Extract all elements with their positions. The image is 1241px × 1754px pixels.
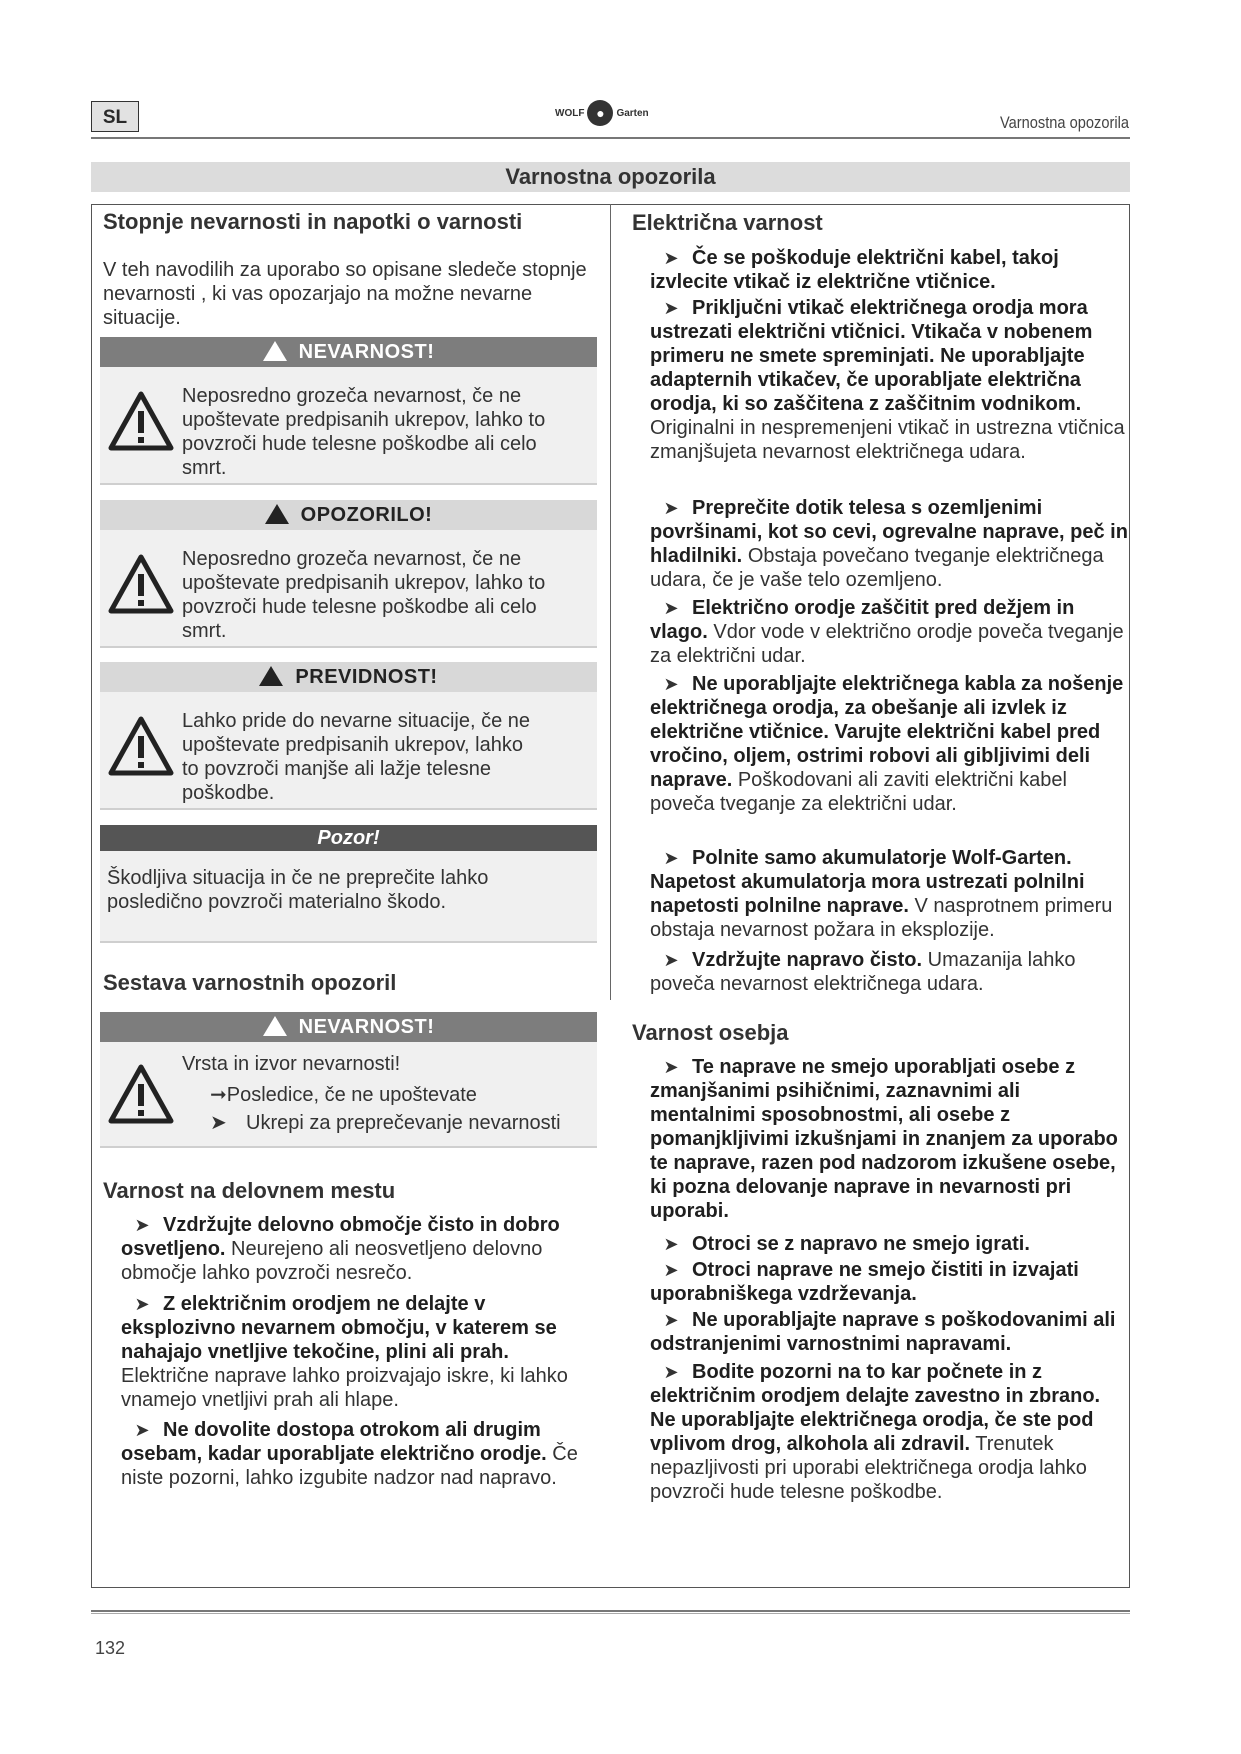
bullet-arrow-icon: ➤: [663, 1234, 679, 1254]
list-item: ➤ Ne dovolite dostopa otrokom ali drugim osebam, kadar uporabljate električno orodje. Če niste pozorni, lahko izgubite nadzor nad napravo.: [121, 1419, 578, 1489]
list-item: ➤ Bodite pozorni na to kar počnete in z električnim orodjem delajte zavestno in zbrano. Ne uporabljajte električnega orodja, če ste pod vplivom drog, alkohola ali zdravil. Trenutek nepazljivosti pri uporabi električnega orodja lahko povzroči hude telesne poškodbe.: [650, 1361, 1101, 1503]
list-item: ➤ Otroci naprave ne smejo čistiti in izvajati uporabniškega vzdrževanja.: [650, 1259, 1079, 1305]
caution-box: [100, 692, 597, 810]
heading-hazard-levels: Stopnje nevarnosti in napotki o varnosti: [103, 209, 523, 234]
caution-label: PREVIDNOST!: [100, 662, 597, 692]
language-badge: SL: [91, 101, 139, 132]
bullet-arrow-icon: ➤: [663, 1310, 679, 1330]
bullet-arrow-icon: ➤: [134, 1294, 150, 1314]
bullet-arrow-icon: ➤: [663, 298, 679, 318]
warning-triangle-icon: [108, 554, 174, 614]
consequence-arrow-icon: ➞: [210, 1084, 227, 1106]
danger-label: NEVARNOST!: [100, 337, 597, 367]
structure-label: NEVARNOST!: [100, 1012, 597, 1042]
bullet-arrow-icon: ➤: [134, 1420, 150, 1440]
heading-workplace: Varnost na delovnem mestu: [103, 1178, 396, 1203]
header-rule: [91, 137, 1130, 139]
warning-icon: [263, 341, 287, 361]
structure-box: [100, 1042, 597, 1148]
bullet-arrow-icon: ➤: [663, 1362, 679, 1382]
warning-box: [100, 530, 597, 648]
logo-right-text: Garten: [616, 107, 649, 119]
list-item: ➤ Ne uporabljajte električnega kabla za nošenje električnega orodja, za obešanje ali izvlek iz električne vtičnice. Varujte električni kabel pred vročino, oljem, ostrimi robovi ali gibljivimi deli naprave. Poškodovani ali zaviti električni kabel poveča tveganje za električni udar.: [650, 673, 1124, 815]
list-item: ➤ Če se poškoduje električni kabel, takoj izvlecite vtikač iz električne vtičnice.: [650, 247, 1059, 293]
bullet-arrow-icon: ➤: [134, 1215, 150, 1235]
warning-label: OPOZORILO!: [100, 500, 597, 530]
bullet-arrow-icon: ➤: [663, 848, 679, 868]
caution-text: Lahko pride do nevarne situacije, če ne upoštevate predpisanih ukrepov, lahko to povzroči manjše ali lažje telesne poškodbe.: [182, 710, 531, 804]
wolf-icon: ●: [587, 100, 613, 126]
brand-logo: [555, 96, 675, 130]
structure-line-2: ➞Posledice, če ne upoštevate: [210, 1084, 477, 1106]
list-item: ➤ Električno orodje zaščitit pred dežjem in vlago. Vdor vode v električno orodje poveča tveganje za električni udar.: [650, 597, 1124, 667]
notice-text: Škodljiva situacija in če ne preprečite lahko posledično povzroči materialno škodo.: [107, 867, 489, 913]
notice-box: [100, 851, 597, 943]
list-item: ➤ Otroci se z napravo ne smejo igrati.: [650, 1232, 1130, 1256]
logo-left-text: WOLF: [555, 107, 585, 119]
notice-label: Pozor!: [100, 825, 597, 851]
bullet-arrow-icon: ➤: [663, 674, 679, 694]
bullet-arrow-icon: ➤: [663, 598, 679, 618]
list-item: ➤ Preprečite dotik telesa s ozemljenimi površinami, kot so cevi, ogrevalne naprave, peč in hladilniki. Obstaja povečano tveganje električnega udara, če je vaše telo ozemljeno.: [650, 497, 1128, 591]
bullet-arrow-icon: ➤: [663, 1260, 679, 1280]
warning-text: Neposredno grozeča nevarnost, če ne upoštevate predpisanih ukrepov, lahko to povzroči hude telesne poškodbe ali celo smrt.: [182, 548, 546, 642]
list-item: ➤ Z električnim orodjem ne delajte v eksplozivno nevarnem območju, v katerem se nahajajo vnetljive tekočine, plini ali prah. Električne naprave lahko proizvajajo iskre, ki lahko vnamejo vnetljivi prah ali hlape.: [121, 1293, 568, 1411]
heading-electrical: Električna varnost: [632, 210, 823, 235]
bullet-arrow-icon: ➤: [663, 1057, 679, 1077]
warning-icon: [259, 666, 283, 686]
list-item: ➤ Polnite samo akumulatorje Wolf-Garten. Napetost akumulatorja mora ustrezati polnilni napetosti polnilne naprave. V nasprotnem primeru obstaja nevarnost požara in eksplozije.: [650, 847, 1113, 941]
heading-structure: Sestava varnostnih opozoril: [103, 970, 397, 995]
warning-triangle-icon: [108, 391, 174, 451]
list-item: ➤ Ne uporabljajte naprave s poškodovanimi ali odstranjenimi varnostnimi napravami.: [650, 1309, 1116, 1355]
column-divider: [610, 204, 611, 1000]
bullet-arrow-icon: ➤: [663, 950, 679, 970]
bullet-arrow-icon: ➤: [663, 498, 679, 518]
bullet-arrow-icon: ➤: [210, 1112, 227, 1134]
danger-box: [100, 367, 597, 485]
intro-text: V teh navodilih za uporabo so opisane sledeče stopnje nevarnosti , ki vas opozarjajo na možne nevarne situacije.: [103, 259, 587, 329]
warning-triangle-icon: [108, 716, 174, 776]
warning-icon: [263, 1016, 287, 1036]
bullet-arrow-icon: ➤: [663, 248, 679, 268]
warning-triangle-icon: [108, 1064, 174, 1124]
header-section-title: Varnostna opozorila: [1000, 113, 1129, 132]
list-item: ➤ Vzdržujte napravo čisto. Umazanija lahko poveča nevarnost električnega udara.: [650, 949, 1076, 995]
list-item: ➤ Priključni vtikač električnega orodja mora ustrezati električni vtičnici. Vtikača v nobenem primeru ne smete spreminjati. Ne uporabljajte adapternih vtikačev, če uporabljate električna orodja, ki so zaščitena z zaščitnim vodnikom. Originalni in nespremenjeni vtikač in ustrezna vtičnica zmanjšujeta nevarnost električnega udara.: [650, 297, 1125, 463]
list-item: ➤ Te naprave ne smejo uporabljati osebe z zmanjšanimi psihičnimi, zaznavnimi ali mentalnimi sposobnostmi, ali osebe z pomanjkljivimi izkušnjami in znanjem za uporabo te naprave, razen pod nadzorom izkušene osebe, ki pozna delovanje naprave in nevarnosti pri uporabi.: [650, 1056, 1118, 1222]
heading-personal-safety: Varnost osebja: [632, 1020, 789, 1045]
warning-icon: [265, 504, 289, 524]
footer-rule: [91, 1610, 1130, 1614]
page-title: Varnostna opozorila: [91, 162, 1130, 192]
danger-text: Neposredno grozeča nevarnost, če ne upoštevate predpisanih ukrepov, lahko to povzroči hude telesne poškodbe ali celo smrt.: [182, 385, 546, 479]
list-item: ➤ Vzdržujte delovno območje čisto in dobro osvetljeno. Neurejeno ali neosvetljeno delovno območje lahko povzroči nesrečo.: [121, 1214, 560, 1284]
page-number: 132: [95, 1638, 126, 1658]
structure-line-3: ➤ Ukrepi za preprečevanje nevarnosti: [210, 1112, 561, 1134]
structure-line-1: Vrsta in izvor nevarnosti!: [182, 1053, 401, 1075]
